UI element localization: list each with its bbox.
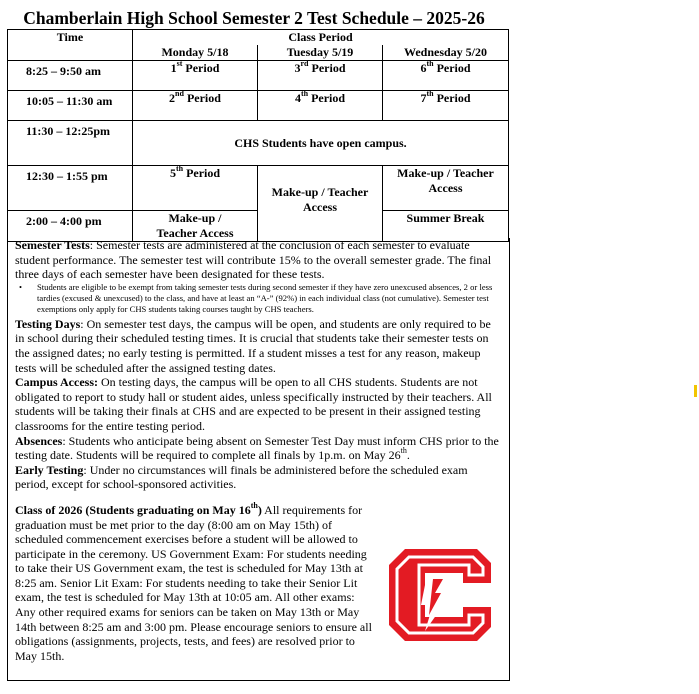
bullet-icon: • xyxy=(19,281,23,292)
period-cell: 7th Period xyxy=(383,91,509,121)
table-row xyxy=(8,91,509,121)
day-header-monday: Monday 5/18 xyxy=(133,45,258,61)
time-cell: 12:30 – 1:55 pm xyxy=(8,166,133,211)
class-period-header: Class Period xyxy=(133,30,509,46)
period-cell: 2nd Period xyxy=(133,91,258,121)
period-cell: 6th Period xyxy=(383,61,509,91)
table-row xyxy=(8,61,509,91)
period-cell: 1st Period xyxy=(133,61,258,91)
day-header-tuesday: Tuesday 5/19 xyxy=(258,45,383,61)
period-cell: 5th Period xyxy=(133,166,258,211)
makeup-cell: Make-up / Teacher Access xyxy=(258,166,383,242)
makeup-cell: Make-up / Teacher Access xyxy=(133,211,258,242)
time-cell: 8:25 – 9:50 am xyxy=(8,61,133,91)
open-campus-cell: CHS Students have open campus. xyxy=(133,121,509,166)
exemption-bullet: • Students are eligible to be exempt from taking semester tests during second semester if they have zero unexcused absences, 2 or less tardies (excused & unexcused) to the class, and have at least an “A-” (92%) in each individual class (not cumulative). Semester test exemptions only apply for CHS students taking courses taught by CHS teachers. xyxy=(19,281,493,314)
day-header-wednesday: Wednesday 5/20 xyxy=(383,45,509,61)
summer-break-cell: Summer Break xyxy=(383,211,509,242)
accent-marker xyxy=(694,385,697,397)
makeup-cell: Make-up / Teacher Access xyxy=(383,166,509,211)
chamberlain-c-logo-icon xyxy=(385,545,495,645)
period-cell: 4th Period xyxy=(258,91,383,121)
time-header: Time xyxy=(8,30,133,46)
table-row xyxy=(8,166,509,211)
absences-paragraph: Absences: Students who anticipate being absent on Semester Test Day must inform CHS prior to the testing date. Students will be required to complete all finals by 1p.m. on May 26th. xyxy=(15,433,499,463)
period-cell: 3rd Period xyxy=(258,61,383,91)
time-cell: 2:00 – 4:00 pm xyxy=(8,211,133,242)
schedule-table xyxy=(7,29,509,242)
time-cell: 11:30 – 12:25pm xyxy=(8,121,133,166)
semester-tests-paragraph: Semester Tests: Semester tests are administered at the conclusion of each semester to evaluate student performance. The semester test will contribute 15% to the overall semester grade. The final three days of each semester have been designated for these tests. xyxy=(15,238,492,282)
early-testing-paragraph: Early Testing: Under no circumstances will finals be administered before the scheduled exam period, except for school-sponsored activities. xyxy=(15,462,468,492)
class-of-2026-paragraph: Class of 2026 (Students graduating on May 16th) All requirements for graduation must be met prior to the day (8:00 am on May 15th) of scheduled commencement exercises before a student will be allowed to participate in the ceremony. US Government Exam: For students needing to take their US Government exam, the test is scheduled for May 13th at 8:25 am. Senior Lit Exam: For students needing to take their Senior Lit exam, the test is scheduled for May 13th at 10:05 am. All other exams: Any other required exams for seniors can be taken on May 13th or May 14th between 8:25 am and 3:00 pm. Please encourage seniors to ensure all obligations (assignments, projects, tests, and fees) are resolved prior to May 15th. xyxy=(15,500,372,663)
campus-access-paragraph: Campus Access: On testing days, the campus will be open to all CHS students. Students are not obligated to report to study hall or student aides, unless specifically instructed by their teachers. All students will be taking their finals at CHS and are expected to be present in their assigned testing classrooms for the entire testing period. xyxy=(15,375,492,433)
table-row xyxy=(8,121,509,166)
page-title: Chamberlain High School Semester 2 Test Schedule – 2025-26 xyxy=(23,8,485,28)
time-cell: 10:05 – 11:30 am xyxy=(8,91,133,121)
testing-days-paragraph: Testing Days: On semester test days, the campus will be open, and students are only required to be in school during their scheduled testing times. It is crucial that students take their semester tests on the assigned dates; no early testing is permitted. If a student misses a test for any reason, makeup tests will be scheduled after the assigned testing dates. xyxy=(15,316,491,375)
blank-cell xyxy=(8,45,133,61)
